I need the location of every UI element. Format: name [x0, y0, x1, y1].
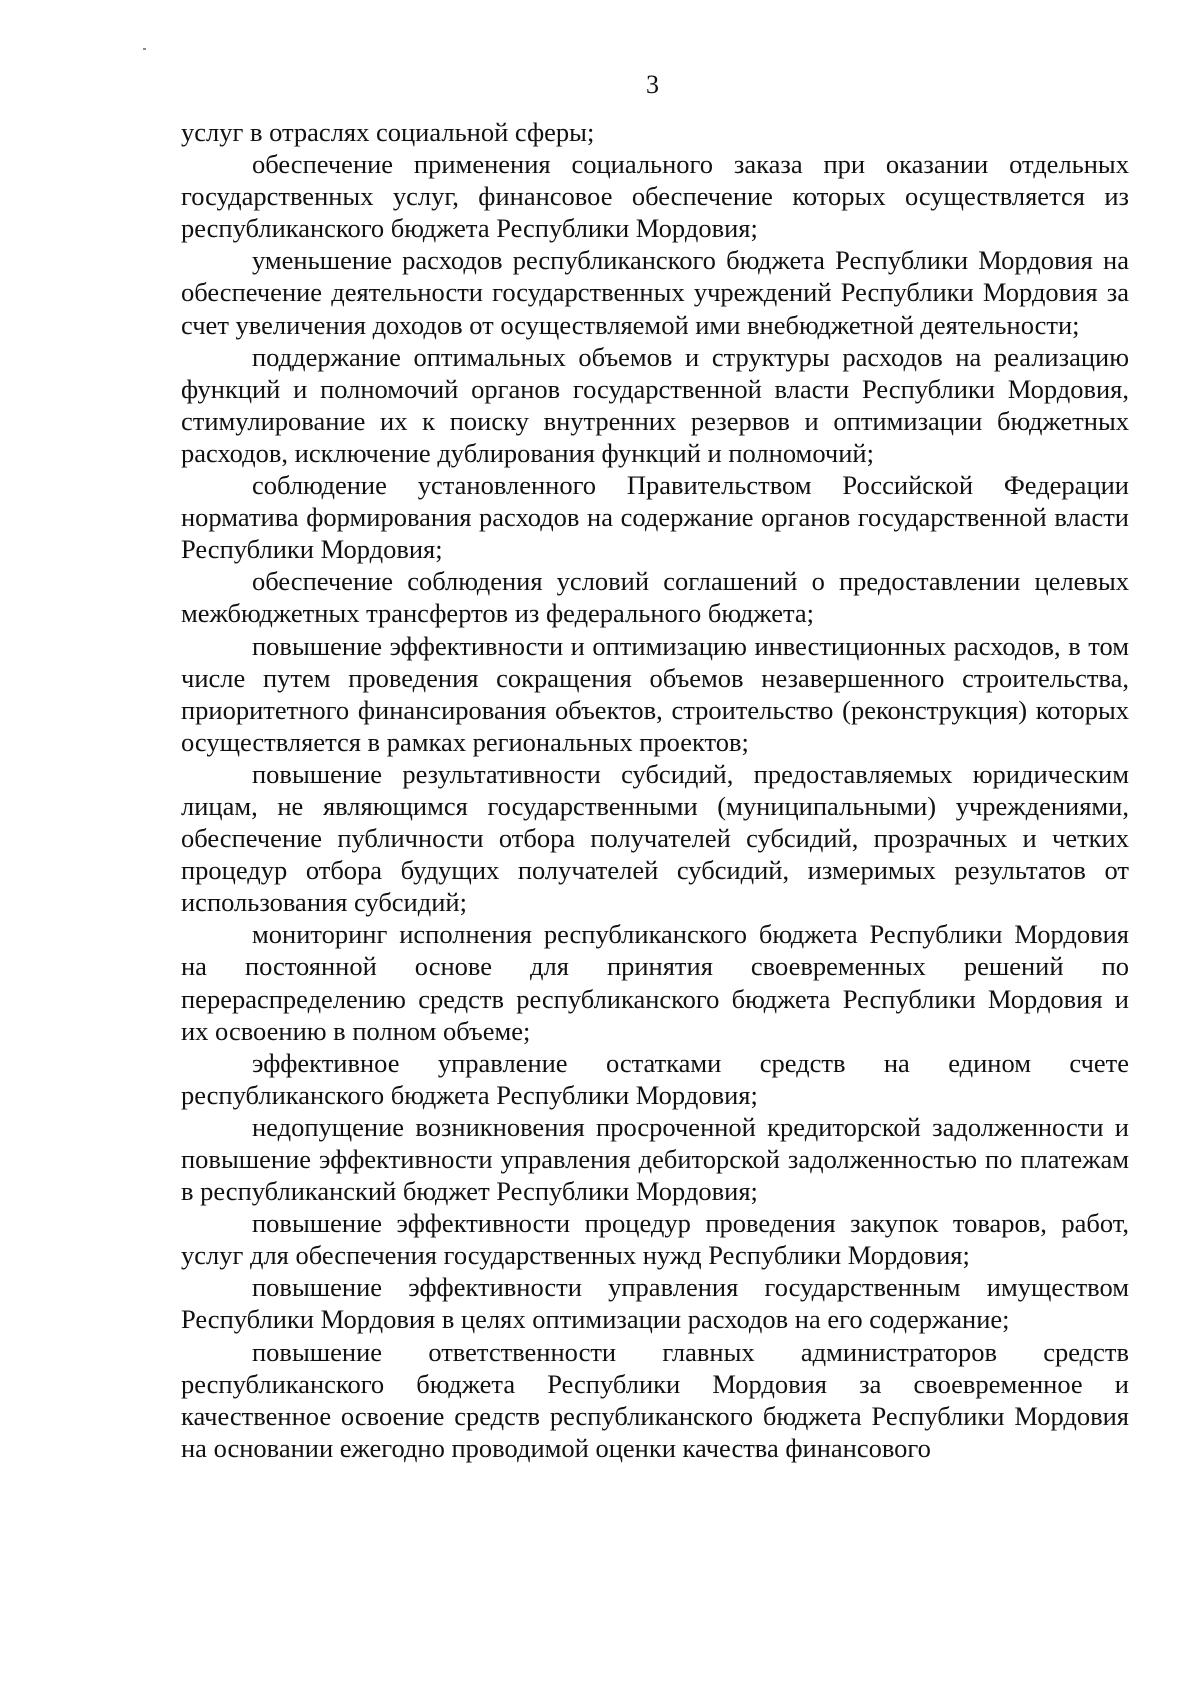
document-body	[181, 116, 1129, 1464]
paragraph-balances: эффективное управление остатками средств на едином счете республиканского бюджета Республики Мордовия;	[181, 1047, 1129, 1110]
paragraph-continuation: услуг в отраслях социальной сферы;	[181, 117, 595, 147]
paragraph-social-order: обеспечение применения социального заказа при оказании отдельных государственных услуг, финансовое обеспечение которых осуществляется из республиканского бюджета Республики Мордовия;	[181, 149, 1129, 244]
paragraph-monitoring: мониторинг исполнения республиканского бюджета Республики Мордовия на постоянной основе для принятия своевременных решений по перераспределению средств республиканского бюджета Республики Мордовия и их освоению в полном объеме;	[181, 919, 1129, 1046]
paragraph-agreements: обеспечение соблюдения условий соглашений о предоставлении целевых межбюджетных трансфертов из федерального бюджета;	[181, 566, 1129, 629]
paragraph-responsibility: повышение ответственности главных администраторов средств республиканского бюджета Республики Мордовия за своевременное и качественное освоение средств республиканского бюджета Республики Мордовия на основании ежегодно проводимой оценки качества финансового	[181, 1336, 1129, 1463]
paragraph-optimal-volumes: поддержание оптимальных объемов и структуры расходов на реализацию функций и полномочий органов государственной власти Республики Мордовия, стимулирование их к поиску внутренних резервов и оптимизации бюджетных расходов, исключение дублирования функций и полномочий;	[181, 341, 1129, 468]
paragraph-procurement: повышение эффективности процедур проведения закупок товаров, работ, услуг для обеспечения государственных нужд Республики Мордовия;	[181, 1208, 1129, 1271]
scan-artifact	[143, 48, 146, 50]
page-number: 3	[646, 70, 659, 99]
paragraph-reduce-expenses: уменьшение расходов республиканского бюджета Республики Мордовия на обеспечение деятельности государственных учреждений Республики Мордовия за счет увеличения доходов от осуществляемой ими внебюджетной деятельности;	[181, 245, 1129, 340]
paragraph-debt: недопущение возникновения просроченной кредиторской задолженности и повышение эффективности управления дебиторской задолженностью по платежам в республиканский бюджет Республики Мордовия;	[181, 1111, 1129, 1207]
paragraph-property: повышение эффективности управления государственным имуществом Республики Мордовия в целях оптимизации расходов на его содержание;	[181, 1272, 1129, 1335]
paragraph-investment: повышение эффективности и оптимизацию инвестиционных расходов, в том числе путем проведения сокращения объемов незавершенного строительства, приоритетного финансирования объектов, строительство (реконструкция) которых осуществляется в рамках региональных проектов;	[181, 630, 1129, 757]
paragraph-norm-compliance: соблюдение установленного Правительством Российской Федерации норматива формирования расходов на содержание органов государственной власти Республики Мордовия;	[181, 470, 1129, 565]
paragraph-subsidies: повышение результативности субсидий, предоставляемых юридическим лицам, не являющимся государственными (муниципальными) учреждениями, обеспечение публичности отбора получателей субсидий, прозрачных и четких процедур отбора будущих получателей субсидий, измеримых результатов от использования субсидий;	[181, 758, 1129, 918]
